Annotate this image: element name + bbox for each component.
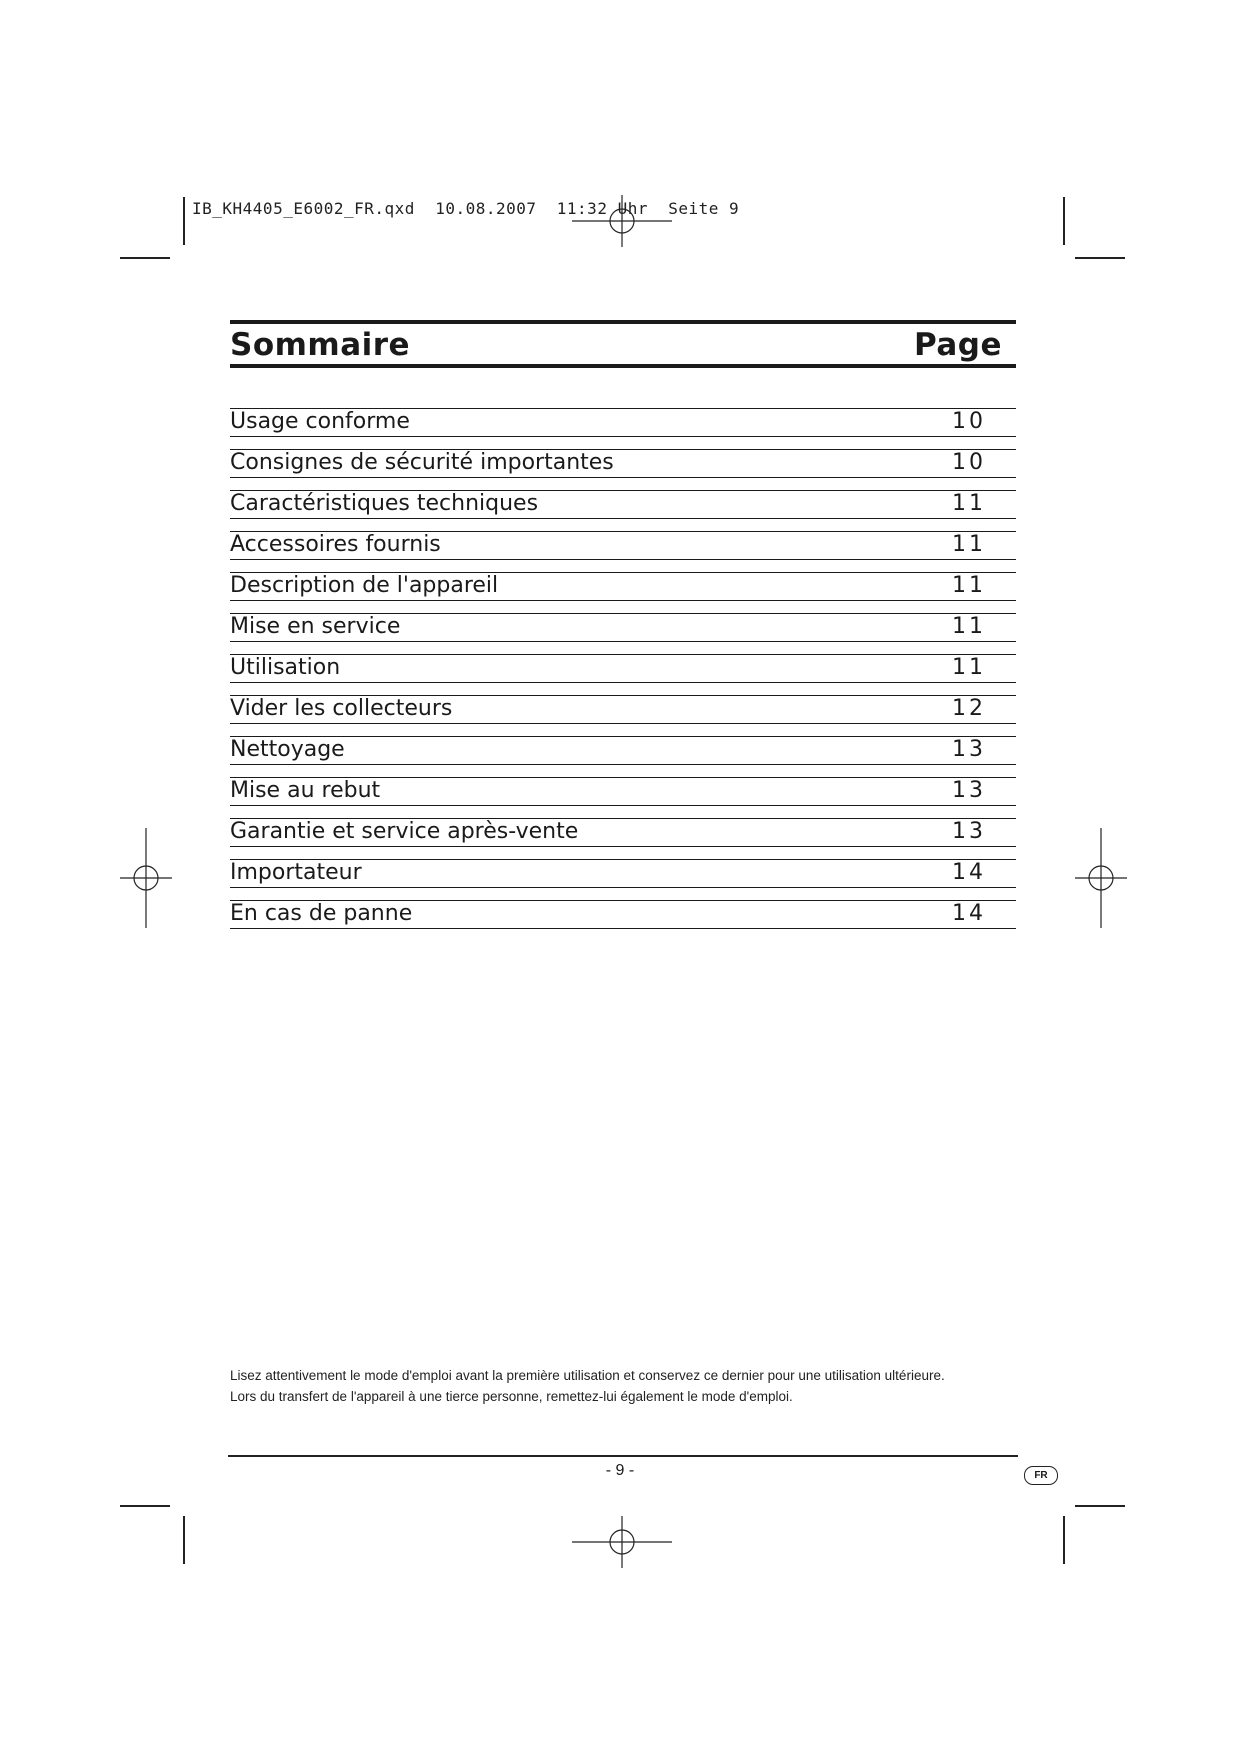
toc-entry-page: 10 [952, 450, 986, 475]
toc-entry-title: En cas de panne [230, 901, 413, 926]
toc-entry[interactable] [230, 531, 1016, 560]
registration-mark-bottom [572, 1516, 672, 1568]
toc-entry-title: Importateur [230, 860, 362, 885]
toc-entry[interactable] [230, 777, 1016, 806]
toc-heading: Sommaire [230, 327, 411, 363]
toc-list [230, 408, 1016, 941]
crop-mark [120, 1505, 170, 1507]
toc-entry-title: Mise en service [230, 614, 401, 639]
toc-entry-title: Caractéristiques techniques [230, 491, 539, 516]
toc-entry-page: 14 [952, 901, 986, 926]
toc-entry-title: Usage conforme [230, 409, 410, 434]
usage-note-line: Lisez attentivement le mode d'emploi avant la première utilisation et conservez ce dernier pour une utilisation ultérieure. [230, 1368, 945, 1383]
toc-entry[interactable] [230, 695, 1016, 724]
footer-divider [228, 1455, 1018, 1457]
toc-entry-title: Accessoires fournis [230, 532, 441, 557]
usage-note [230, 1365, 945, 1407]
file-slug: IB_KH4405_E6002_FR.qxd 10.08.2007 11:32 Uhr Seite 9 [192, 199, 740, 218]
toc-entry[interactable] [230, 490, 1016, 519]
toc-entry-title: Utilisation [230, 655, 341, 680]
toc-entry-title: Consignes de sécurité importantes [230, 450, 614, 475]
toc-entry-page: 14 [952, 860, 986, 885]
registration-mark-left [120, 828, 172, 928]
toc-entry-page: 11 [952, 614, 986, 639]
toc-entry-page: 11 [952, 573, 986, 598]
toc-entry-title: Garantie et service après-vente [230, 819, 579, 844]
toc-header [230, 320, 1016, 368]
toc-entry[interactable] [230, 613, 1016, 642]
toc-entry[interactable] [230, 408, 1016, 437]
toc-entry[interactable] [230, 859, 1016, 888]
toc-entry-title: Mise au rebut [230, 778, 381, 803]
toc-entry-title: Description de l'appareil [230, 573, 499, 598]
toc-page-heading: Page [913, 327, 1002, 363]
toc-entry[interactable] [230, 449, 1016, 478]
crop-mark [1063, 1516, 1065, 1564]
toc-entry-page: 13 [952, 778, 986, 803]
crop-mark [1075, 257, 1125, 259]
usage-note-line: Lors du transfert de l'appareil à une tierce personne, remettez-lui également le mode d'emploi. [230, 1389, 793, 1404]
crop-mark [120, 257, 170, 259]
page-number: - 9 - [605, 1462, 635, 1479]
toc-entry-page: 10 [952, 409, 986, 434]
toc-entry-title: Nettoyage [230, 737, 345, 762]
toc-entry-page: 13 [952, 737, 986, 762]
toc-entry-page: 12 [952, 696, 986, 721]
toc-entry-title: Vider les collecteurs [230, 696, 453, 721]
crop-mark [183, 1516, 185, 1564]
crop-mark [1075, 1505, 1125, 1507]
crop-mark [183, 197, 185, 245]
toc-entry[interactable] [230, 818, 1016, 847]
toc-entry-page: 11 [952, 655, 986, 680]
crop-mark [1063, 197, 1065, 245]
language-badge: FR [1024, 1466, 1058, 1485]
toc-entry[interactable] [230, 736, 1016, 765]
toc-entry[interactable] [230, 654, 1016, 683]
toc-entry-page: 11 [952, 532, 986, 557]
registration-mark-right [1075, 828, 1127, 928]
toc-entry[interactable] [230, 900, 1016, 929]
toc-entry[interactable] [230, 572, 1016, 601]
toc-entry-page: 11 [952, 491, 986, 516]
toc-entry-page: 13 [952, 819, 986, 844]
